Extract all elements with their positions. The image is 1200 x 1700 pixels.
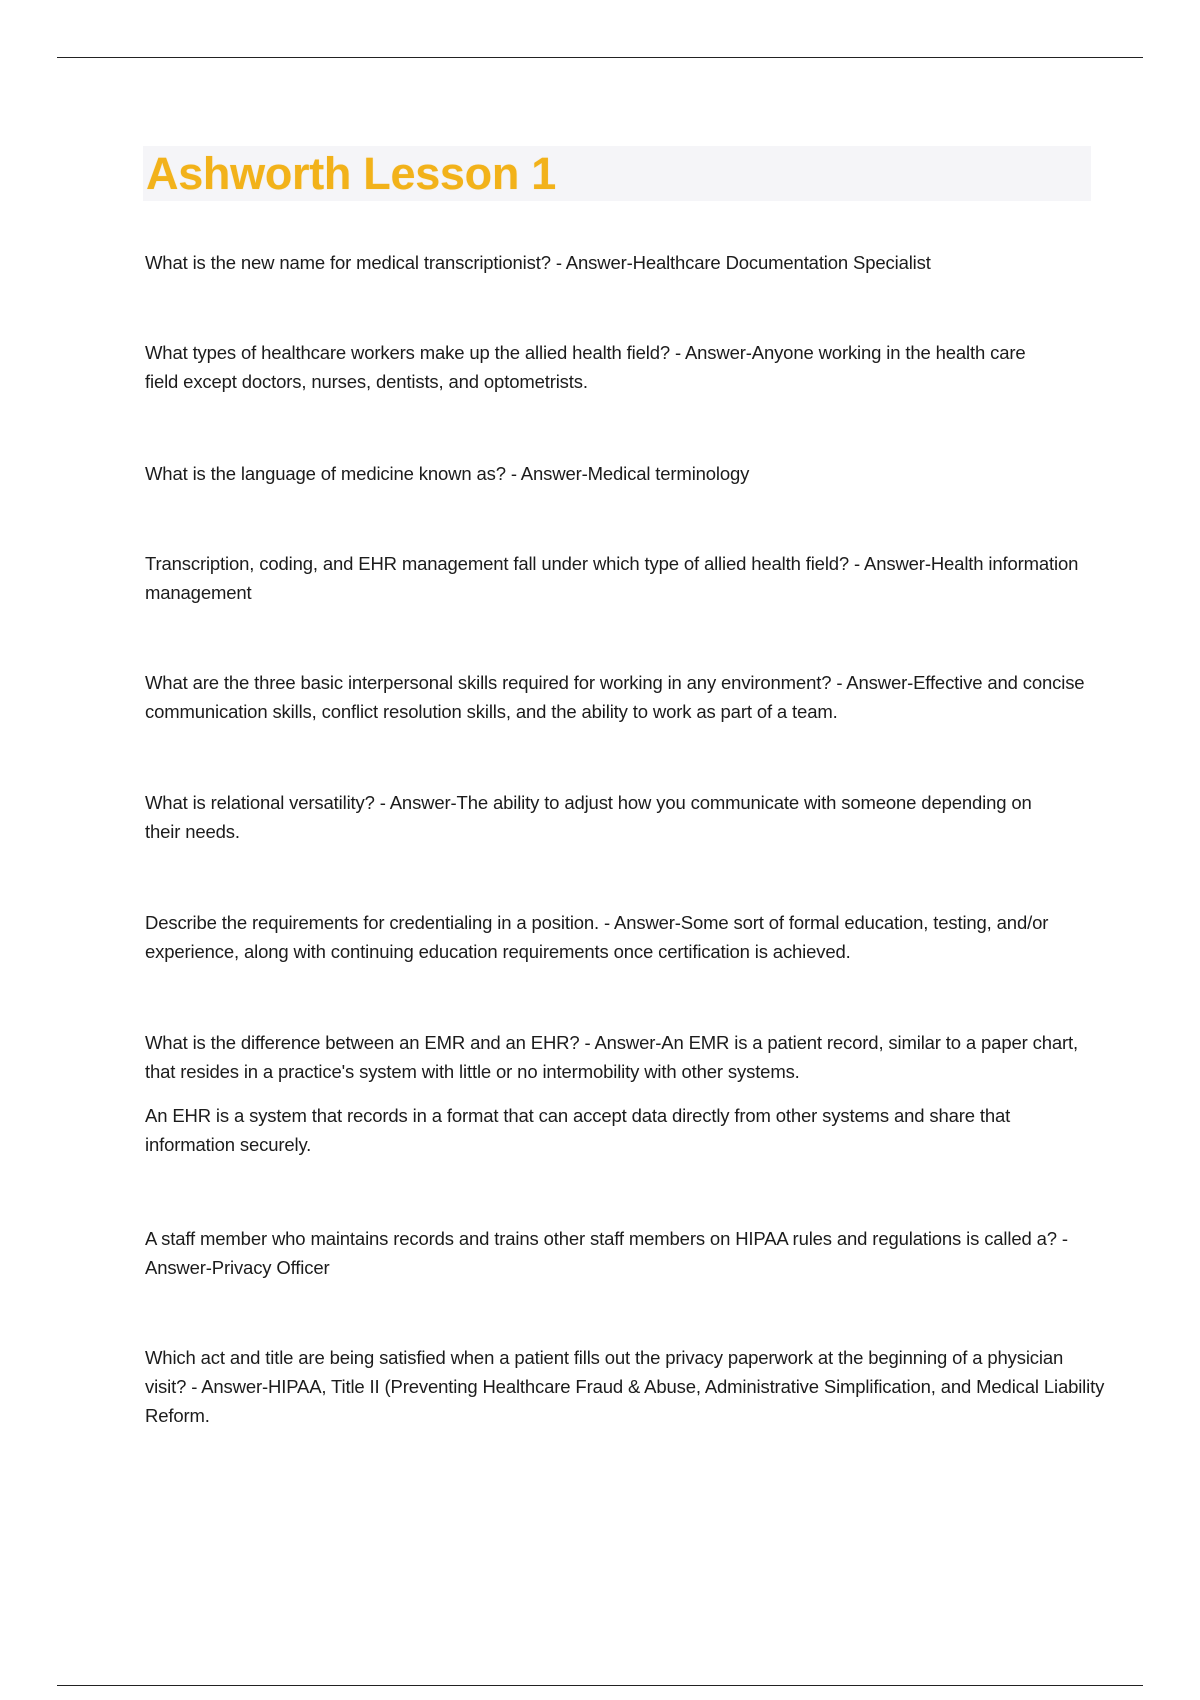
qa-item (145, 338, 1060, 396)
page-title: Ashworth Lesson 1 (146, 148, 556, 199)
qa-item (145, 459, 1100, 488)
qa-item (145, 1224, 1105, 1282)
qa-paragraph: What types of healthcare workers make up the allied health field? - Answer-Anyone working in the health care field except doctors, nurses, dentists, and optometrists. (145, 342, 1026, 392)
qa-paragraph: What is the difference between an EMR and an EHR? - Answer-An EMR is a patient record, similar to a paper chart, that resides in a practice's system with little or no intermobility with other systems. (145, 1032, 1078, 1082)
qa-item (145, 788, 1045, 846)
bottom-rule (57, 1685, 1143, 1686)
qa-item (145, 248, 1105, 277)
qa-paragraph: What are the three basic interpersonal skills required for working in any environment? - Answer-Effective and concise communication skills, conflict resolution skills, and the ability to work as part of a team. (145, 672, 1085, 722)
qa-paragraph: Which act and title are being satisfied when a patient fills out the privacy paperwork at the beginning of a physician visit? - Answer-HIPAA, Title II (Preventing Healthcare Fraud & Abuse, Administrative Simplification, and Medical Liability Reform. (145, 1347, 1105, 1426)
qa-item (145, 668, 1105, 726)
qa-item (145, 549, 1095, 607)
qa-paragraph: What is the new name for medical transcriptionist? - Answer-Healthcare Documentation Specialist (145, 252, 931, 273)
qa-paragraph: What is the language of medicine known as? - Answer-Medical terminology (145, 463, 750, 484)
qa-paragraph: A staff member who maintains records and trains other staff members on HIPAA rules and regulations is called a? - Answer-Privacy Officer (145, 1228, 1068, 1278)
qa-paragraph: An EHR is a system that records in a format that can accept data directly from other systems and share that information securely. (145, 1105, 1011, 1155)
qa-paragraph: Describe the requirements for credentialing in a position. - Answer-Some sort of formal education, testing, and/or experience, along with continuing education requirements once certification is achieved. (145, 912, 1049, 962)
qa-paragraph: What is relational versatility? - Answer-The ability to adjust how you communicate with someone depending on their needs. (145, 792, 1032, 842)
qa-item (145, 1028, 1080, 1159)
qa-item (145, 1343, 1105, 1430)
qa-item (145, 908, 1105, 966)
qa-paragraph: Transcription, coding, and EHR management fall under which type of allied health field? - Answer-Health information management (145, 553, 1079, 603)
top-rule (57, 57, 1143, 58)
